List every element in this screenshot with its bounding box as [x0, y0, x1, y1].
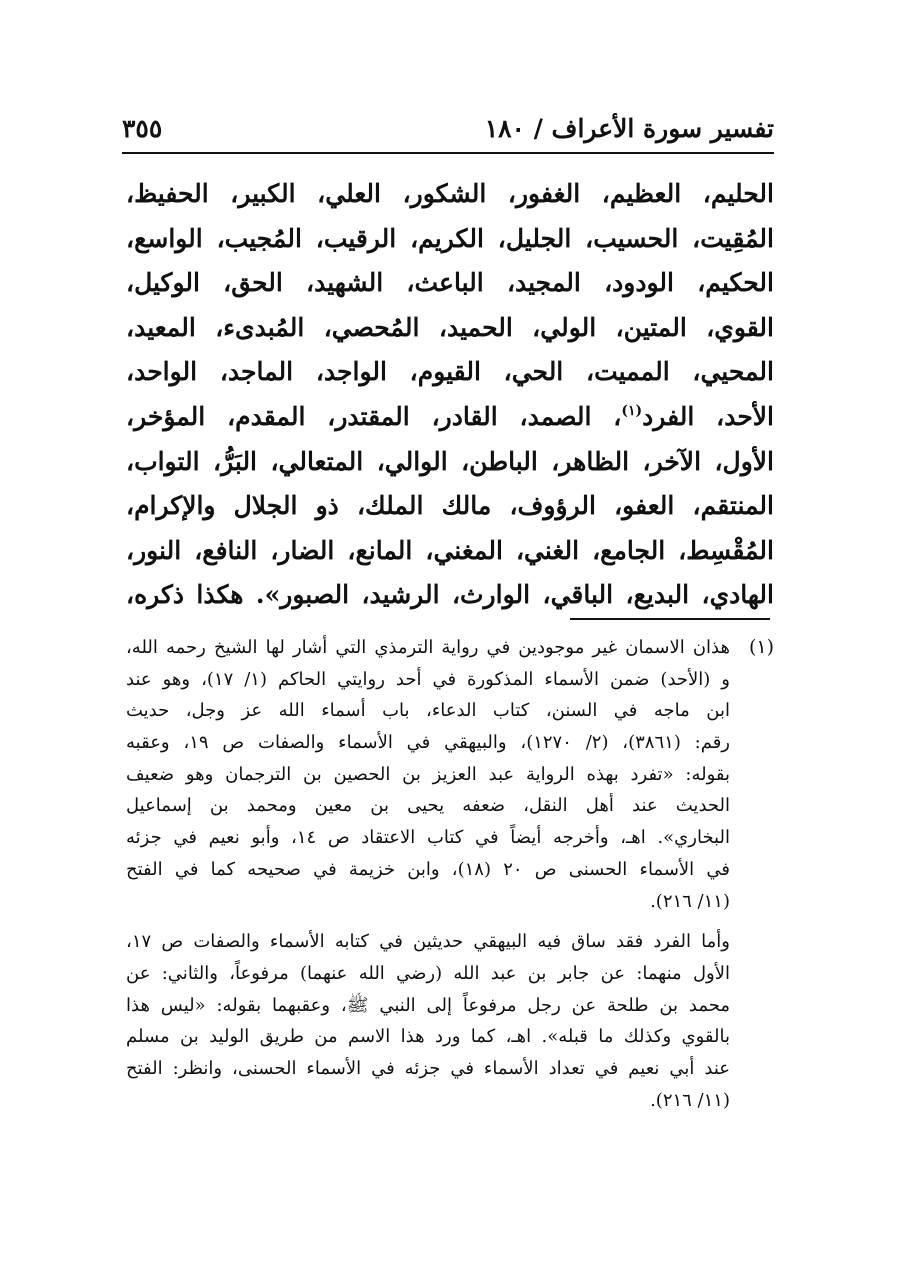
footnote-paragraph-2: [126, 926, 730, 1116]
footnote-line: الأول منهما: عن جابر بن عبد الله (رضي الله عنهما) مرفوعاً، والثاني: عن: [126, 962, 730, 984]
header-divider: [122, 152, 774, 154]
footnote-body: [126, 632, 730, 1116]
main-line: المُقْسِط، الجامع، الغني، المغني، المانع، الضار، النافع، النور،: [126, 535, 774, 565]
footnote-line: محمد بن طلحة عن رجل مرفوعاً إلى النبي ﷺ، وعقبهما بقوله: «ليس هذا: [126, 994, 730, 1016]
footnote-line: رقم: (٣٨٦١)، (٢/ ١٢٧٠)، والبيهقي في الأسماء والصفات ص ١٩، وعقبه: [126, 732, 730, 754]
footnote-paragraph-1: [126, 632, 730, 917]
footnote-line: الحديث عند أهل النقل، ضعفه يحيى بن معين ومحمد بن إسماعيل: [126, 795, 730, 817]
main-line: المنتقم، العفو، الرؤوف، مالك الملك، ذو الجلال والإكرام،: [126, 491, 774, 521]
footnote-line: (١١/ ٢١٦).: [650, 890, 730, 912]
main-line: المحيي، المميت، الحي، القيوم، الواجد، الماجد، الواحد،: [126, 357, 774, 387]
footnote-line: بقوله: «تفرد بهذه الرواية عبد العزيز بن الحصين بن الترجمان وهو ضعيف: [126, 763, 730, 785]
footnote-line: وأما الفرد فقد ساق فيه البيهقي حديثين في كتابه الأسماء والصفات ص ١٧،: [126, 931, 730, 953]
page-header: [122, 108, 774, 150]
main-line-start: الأحد، الفرد: [642, 401, 774, 431]
footnote-line: في الأسماء الحسنى ص ٢٠ (١٨)، وابن خزيمة في صحيحه كما في الفتح: [126, 858, 730, 880]
footnote-line: ابن ماجه في السنن، كتاب الدعاء، باب أسماء الله عز وجل، حديث: [126, 700, 730, 722]
running-title: تفسير سورة الأعراف / ١٨٠: [484, 114, 774, 143]
main-line-with-footnote: [126, 395, 774, 440]
main-text: [126, 172, 774, 618]
main-line: المُقِيت، الحسيب، الجليل، الكريم، الرقيب، المُجيب، الواسع،: [126, 223, 774, 253]
main-line: الأول، الآخر، الظاهر، الباطن، الوالي، المتعالي، البَرُّ، التواب،: [126, 446, 774, 476]
footnote-line: و (الأحد) ضمن الأسماء المذكورة في أحد روايتي الحاكم (١/ ١٧)، وهو عند: [126, 668, 730, 690]
main-line: القوي، المتين، الولي، الحميد، المُحصي، المُبدىء، المعيد،: [126, 312, 774, 342]
page-number: ٣٥٥: [122, 114, 163, 143]
footnote-line: البخاري». اهـ، وأخرجه أيضاً في كتاب الاعتقاد ص ١٤، وأبو نعيم في جزئه: [126, 827, 730, 849]
footnote-number: (١): [748, 636, 774, 658]
footnote-marker[interactable]: (١): [621, 402, 643, 419]
footnote-line: عند أبي نعيم في تعداد الأسماء في جزئه في الأسماء الحسنى، وانظر: الفتح: [126, 1057, 730, 1079]
main-line: الهادي، البديع، الباقي، الوارث، الرشيد، الصبور». هكذا ذكره،: [126, 580, 774, 610]
main-line-rest: ، الصمد، القادر، المقتدر، المقدم، المؤخر،: [126, 401, 622, 431]
footnote-line: بالقوي وكذلك ما قبله». اهـ، كما ورد هذا الاسم من طريق الوليد بن مسلم: [126, 1026, 730, 1048]
footnote-line: هذان الاسمان غير موجودين في رواية الترمذي التي أشار لها الشيخ رحمه الله،: [126, 637, 730, 658]
footnote-line: (١١/ ٢١٦).: [650, 1089, 730, 1111]
footnotes: [126, 632, 774, 1116]
main-line: الحليم، العظيم، الغفور، الشكور، العلي، الكبير، الحفيظ،: [126, 179, 774, 208]
main-line: الحكيم، الودود، المجيد، الباعث، الشهيد، الحق، الوكيل،: [126, 268, 774, 298]
footnote-separator: [570, 618, 770, 620]
